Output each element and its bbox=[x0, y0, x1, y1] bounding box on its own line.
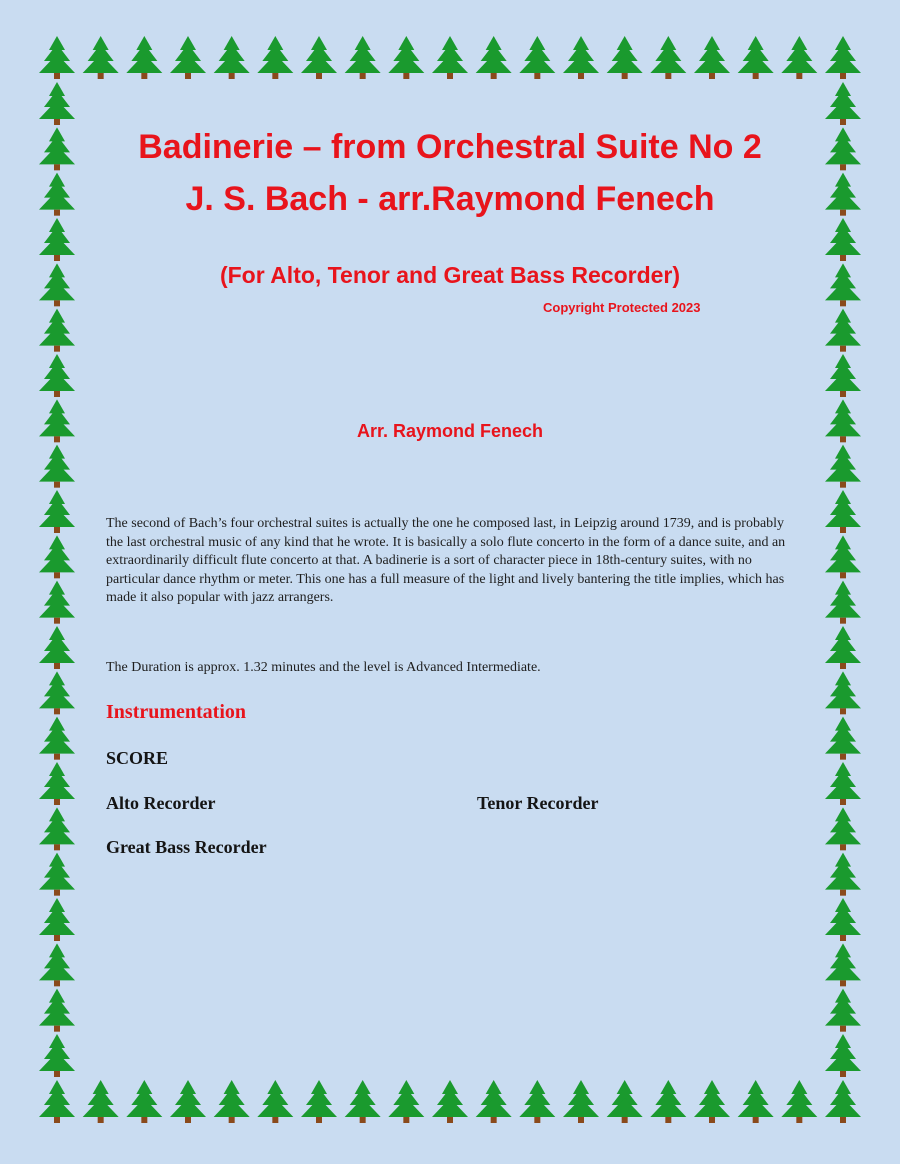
christmas-tree-icon bbox=[476, 36, 512, 79]
christmas-tree-icon bbox=[825, 989, 861, 1032]
christmas-tree-icon bbox=[650, 1080, 686, 1123]
christmas-tree-icon bbox=[694, 36, 730, 79]
christmas-tree-icon bbox=[825, 853, 861, 896]
christmas-tree-icon bbox=[39, 807, 75, 850]
christmas-tree-icon bbox=[825, 762, 861, 805]
christmas-tree-icon bbox=[170, 36, 206, 79]
christmas-tree-icon bbox=[825, 490, 861, 533]
copyright-notice: Copyright Protected 2023 bbox=[543, 300, 701, 315]
christmas-tree-icon bbox=[39, 354, 75, 397]
christmas-tree-icon bbox=[388, 36, 424, 79]
christmas-tree-icon bbox=[738, 1080, 774, 1123]
christmas-tree-icon bbox=[825, 717, 861, 760]
subtitle: (For Alto, Tenor and Great Bass Recorder) bbox=[219, 262, 681, 288]
christmas-tree-icon bbox=[126, 1080, 162, 1123]
christmas-tree-icon bbox=[39, 943, 75, 986]
christmas-tree-icon bbox=[39, 445, 75, 488]
christmas-tree-icon bbox=[39, 853, 75, 896]
christmas-tree-icon bbox=[519, 36, 555, 79]
christmas-tree-icon bbox=[126, 36, 162, 79]
christmas-tree-icon bbox=[519, 1080, 555, 1123]
christmas-tree-icon bbox=[214, 1080, 250, 1123]
christmas-tree-icon bbox=[39, 535, 75, 578]
christmas-tree-icon bbox=[825, 218, 861, 261]
christmas-tree-icon bbox=[39, 490, 75, 533]
instrument-alto-recorder: Alto Recorder bbox=[106, 793, 216, 813]
christmas-tree-icon bbox=[39, 36, 75, 79]
instrumentation-heading: Instrumentation bbox=[106, 701, 247, 723]
christmas-tree-icon bbox=[694, 1080, 730, 1123]
christmas-tree-icon bbox=[39, 898, 75, 941]
christmas-tree-icon bbox=[825, 898, 861, 941]
christmas-tree-icon bbox=[345, 36, 381, 79]
christmas-tree-icon bbox=[825, 626, 861, 669]
christmas-tree-icon bbox=[563, 36, 599, 79]
christmas-tree-icon bbox=[83, 36, 119, 79]
christmas-tree-icon bbox=[39, 309, 75, 352]
christmas-tree-icon bbox=[563, 1080, 599, 1123]
christmas-tree-icon bbox=[825, 581, 861, 624]
christmas-tree-icon bbox=[214, 36, 250, 79]
christmas-tree-icon bbox=[432, 1080, 468, 1123]
christmas-tree-icon bbox=[39, 989, 75, 1032]
arranger-credit: Arr. Raymond Fenech bbox=[356, 421, 544, 441]
christmas-tree-icon bbox=[607, 1080, 643, 1123]
christmas-tree-icon bbox=[825, 1080, 861, 1123]
description-paragraph: The second of Bach’s four orchestral suites is actually the one he composed last, in Leipzig around 1739, and is probably the last orchestral music of any kind that he wrote. It is basically a solo flute concerto in the form of a dance suite, and an extraordinarily difficult flute concerto at that. A badinerie is a sort of character piece in 18th-century suites, with no particular dance rhythm or meter. This one has a full measure of the light and lively bantering the title implies, which has made it also popular with jazz arrangers. bbox=[106, 516, 786, 605]
christmas-tree-icon bbox=[825, 807, 861, 850]
christmas-tree-icon bbox=[39, 581, 75, 624]
christmas-tree-icon bbox=[39, 626, 75, 669]
christmas-tree-icon bbox=[825, 309, 861, 352]
title-line-1: Badinerie – from Orchestral Suite No 2 bbox=[138, 128, 762, 166]
christmas-tree-icon bbox=[388, 1080, 424, 1123]
christmas-tree-icon bbox=[170, 1080, 206, 1123]
christmas-tree-icon bbox=[825, 535, 861, 578]
christmas-tree-icon bbox=[39, 671, 75, 714]
title-line-2: J. S. Bach - arr.Raymond Fenech bbox=[185, 180, 715, 218]
instrument-great-bass-recorder: Great Bass Recorder bbox=[106, 837, 267, 857]
christmas-tree-icon bbox=[39, 1080, 75, 1123]
christmas-tree-icon bbox=[257, 36, 293, 79]
duration-text: The Duration is approx. 1.32 minutes and the level is Advanced Intermediate. bbox=[106, 660, 541, 675]
christmas-tree-icon bbox=[825, 671, 861, 714]
christmas-tree-icon bbox=[83, 1080, 119, 1123]
christmas-tree-icon bbox=[825, 354, 861, 397]
christmas-tree-icon bbox=[39, 218, 75, 261]
christmas-tree-icon bbox=[607, 36, 643, 79]
christmas-tree-icon bbox=[257, 1080, 293, 1123]
christmas-tree-icon bbox=[39, 717, 75, 760]
christmas-tree-icon bbox=[301, 36, 337, 79]
christmas-tree-icon bbox=[781, 36, 817, 79]
christmas-tree-icon bbox=[39, 82, 75, 125]
christmas-tree-icon bbox=[39, 1034, 75, 1077]
christmas-tree-icon bbox=[825, 445, 861, 488]
christmas-tree-icon bbox=[301, 1080, 337, 1123]
christmas-tree-icon bbox=[825, 943, 861, 986]
instrument-tenor-recorder: Tenor Recorder bbox=[477, 793, 599, 813]
christmas-tree-icon bbox=[432, 36, 468, 79]
christmas-tree-icon bbox=[781, 1080, 817, 1123]
christmas-tree-icon bbox=[825, 82, 861, 125]
christmas-tree-icon bbox=[825, 1034, 861, 1077]
instrument-score: SCORE bbox=[106, 748, 169, 768]
christmas-tree-icon bbox=[39, 762, 75, 805]
christmas-tree-icon bbox=[738, 36, 774, 79]
christmas-tree-icon bbox=[825, 36, 861, 79]
christmas-tree-icon bbox=[650, 36, 686, 79]
christmas-tree-icon bbox=[345, 1080, 381, 1123]
christmas-tree-icon bbox=[476, 1080, 512, 1123]
